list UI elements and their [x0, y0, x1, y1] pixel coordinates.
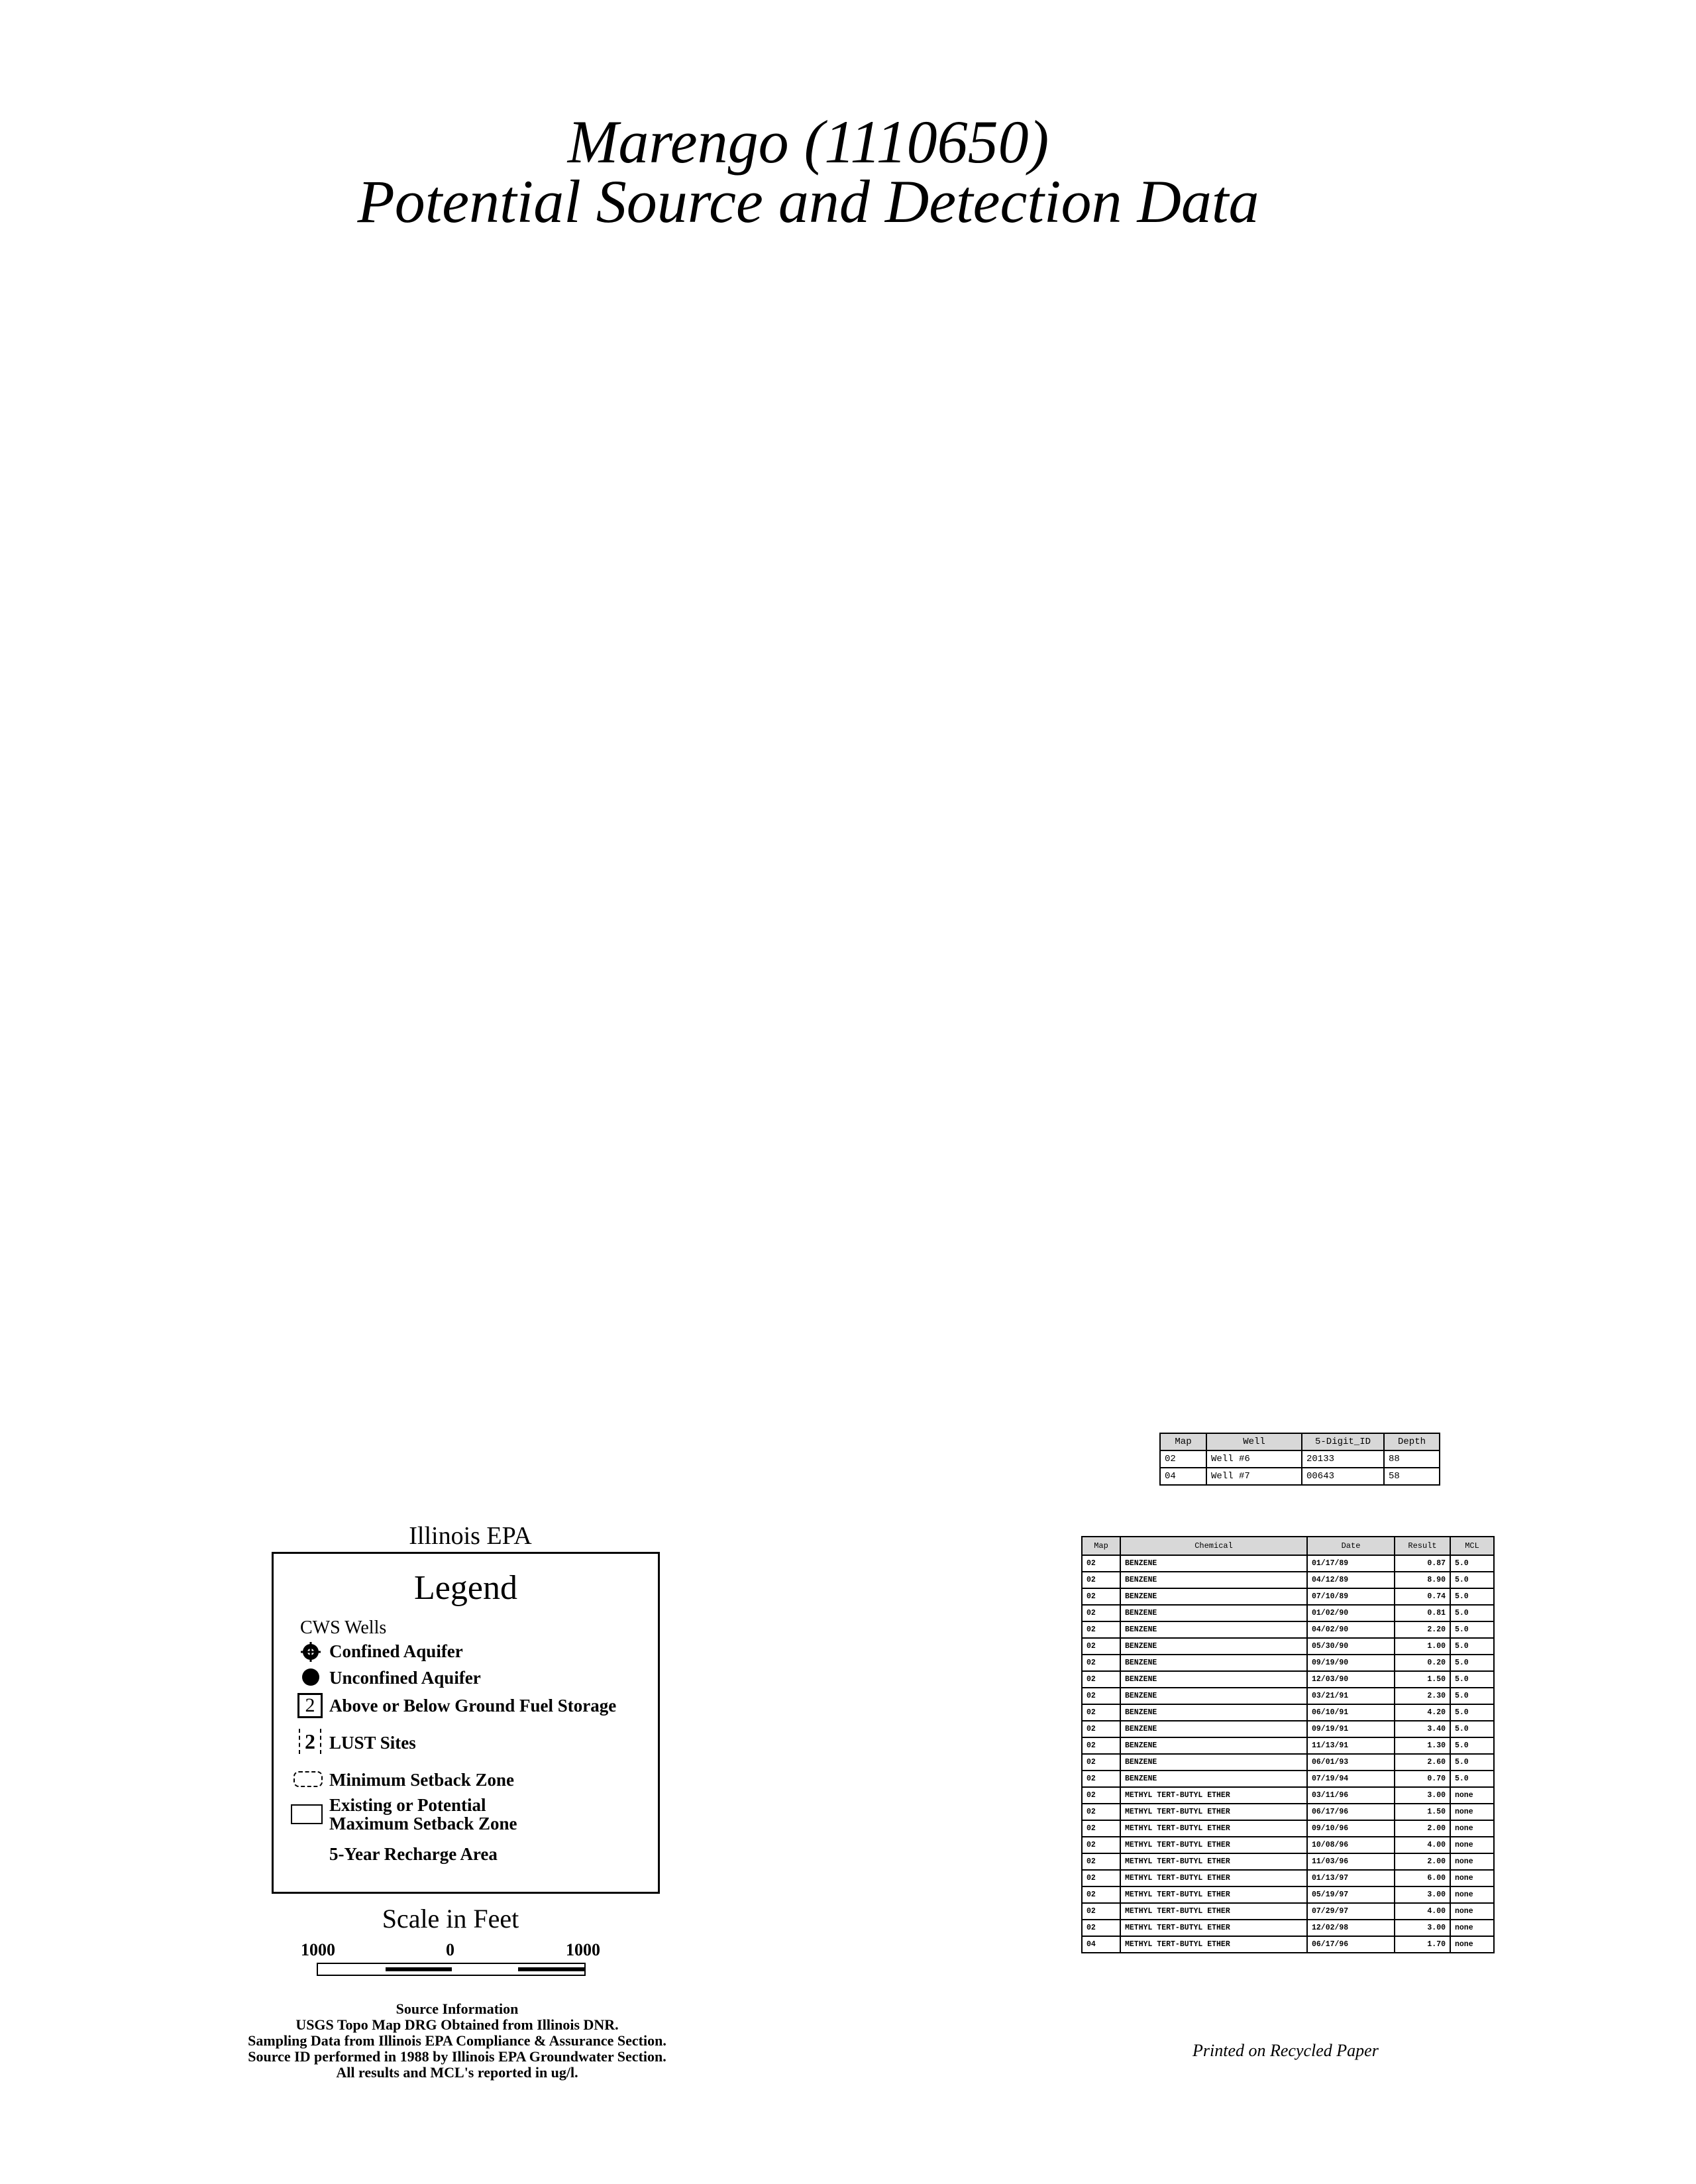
table-cell: 2.60: [1395, 1754, 1450, 1771]
table-row: [1082, 1704, 1494, 1721]
table-row: [1082, 1638, 1494, 1655]
table-row: [1082, 1920, 1494, 1936]
table-cell: 02: [1082, 1638, 1120, 1655]
table-row: [1082, 1754, 1494, 1771]
detections-table: [1081, 1536, 1495, 1953]
table-cell: 8.90: [1395, 1572, 1450, 1588]
table-cell: 2.20: [1395, 1621, 1450, 1638]
table-cell: 5.0: [1450, 1721, 1494, 1737]
table-cell: BENZENE: [1120, 1737, 1307, 1754]
source-line: All results and MCL's reported in ug/l.: [336, 2064, 578, 2081]
table-cell: 5.0: [1450, 1555, 1494, 1572]
table-cell: BENZENE: [1120, 1588, 1307, 1605]
table-row: [1082, 1721, 1494, 1737]
table-row: [1082, 1588, 1494, 1605]
table-cell: 1.30: [1395, 1737, 1450, 1754]
table-cell: none: [1450, 1903, 1494, 1920]
table-cell: 1.50: [1395, 1671, 1450, 1688]
table-cell: METHYL TERT-BUTYL ETHER: [1120, 1853, 1307, 1870]
table-cell: BENZENE: [1120, 1771, 1307, 1787]
table-cell: 02: [1082, 1837, 1120, 1853]
table-cell: METHYL TERT-BUTYL ETHER: [1120, 1787, 1307, 1804]
recycled-paper-note: Printed on Recycled Paper: [1192, 2041, 1379, 2060]
table-cell: 3.00: [1395, 1920, 1450, 1936]
table-cell: BENZENE: [1120, 1605, 1307, 1621]
table-row: [1082, 1605, 1494, 1621]
col-header: Well: [1206, 1433, 1302, 1450]
table-cell: 5.0: [1450, 1671, 1494, 1688]
table-cell: METHYL TERT-BUTYL ETHER: [1120, 1837, 1307, 1853]
table-cell: 04/02/90: [1307, 1621, 1395, 1638]
table-cell: 02: [1082, 1820, 1120, 1837]
table-cell: BENZENE: [1120, 1655, 1307, 1671]
table-row: [1082, 1671, 1494, 1688]
table-cell: METHYL TERT-BUTYL ETHER: [1120, 1920, 1307, 1936]
table-cell: METHYL TERT-BUTYL ETHER: [1120, 1886, 1307, 1903]
table-cell: 58: [1384, 1468, 1440, 1485]
unconfined-well-icon: [301, 1668, 320, 1686]
legend-section-label: CWS Wells: [300, 1617, 387, 1638]
table-row: [1082, 1688, 1494, 1704]
table-cell: 2.30: [1395, 1688, 1450, 1704]
legend-title: Legend: [414, 1569, 517, 1607]
table-cell: METHYL TERT-BUTYL ETHER: [1120, 1903, 1307, 1920]
table-cell: 2.00: [1395, 1820, 1450, 1837]
table-cell: 0.87: [1395, 1555, 1450, 1572]
table-cell: 06/01/93: [1307, 1754, 1395, 1771]
col-header: Result: [1395, 1537, 1450, 1555]
table-cell: 03/21/91: [1307, 1688, 1395, 1704]
col-header: MCL: [1450, 1537, 1494, 1555]
table-cell: METHYL TERT-BUTYL ETHER: [1120, 1804, 1307, 1820]
table-cell: 02: [1082, 1605, 1120, 1621]
legend-item-label: 5-Year Recharge Area: [329, 1844, 498, 1864]
table-cell: 02: [1082, 1621, 1120, 1638]
table-cell: 3.00: [1395, 1886, 1450, 1903]
table-cell: 5.0: [1450, 1572, 1494, 1588]
table-cell: 09/10/96: [1307, 1820, 1395, 1837]
table-cell: 02: [1082, 1737, 1120, 1754]
table-cell: BENZENE: [1120, 1621, 1307, 1638]
table-cell: 4.20: [1395, 1704, 1450, 1721]
col-header: Map: [1160, 1433, 1206, 1450]
scale-label-right: 1000: [566, 1940, 600, 1959]
scale-label-mid: 0: [446, 1940, 454, 1959]
table-cell: 5.0: [1450, 1688, 1494, 1704]
table-cell: none: [1450, 1804, 1494, 1820]
table-cell: 04: [1082, 1936, 1120, 1953]
table-cell: BENZENE: [1120, 1721, 1307, 1737]
fuel-storage-icon: 2: [297, 1693, 323, 1718]
table-row: [1082, 1886, 1494, 1903]
table-cell: 02: [1082, 1886, 1120, 1903]
source-line: Source ID performed in 1988 by Illinois EPA Groundwater Section.: [248, 2048, 666, 2065]
table-cell: 09/19/91: [1307, 1721, 1395, 1737]
table-cell: 02: [1082, 1572, 1120, 1588]
table-cell: 06/10/91: [1307, 1704, 1395, 1721]
table-cell: 4.00: [1395, 1903, 1450, 1920]
legend-item-label: Above or Below Ground Fuel Storage: [329, 1696, 617, 1716]
table-cell: 0.20: [1395, 1655, 1450, 1671]
table-cell: BENZENE: [1120, 1638, 1307, 1655]
page-title: Marengo (1110650): [567, 108, 1049, 176]
table-cell: 3.40: [1395, 1721, 1450, 1737]
table-cell: 02: [1082, 1754, 1120, 1771]
legend-item-label: LUST Sites: [329, 1733, 416, 1753]
confined-well-icon: [300, 1641, 321, 1663]
table-cell: BENZENE: [1120, 1671, 1307, 1688]
table-cell: METHYL TERT-BUTYL ETHER: [1120, 1936, 1307, 1953]
table-cell: 5.0: [1450, 1588, 1494, 1605]
table-cell: 02: [1082, 1804, 1120, 1820]
table-row: [1160, 1450, 1440, 1468]
table-cell: 0.70: [1395, 1771, 1450, 1787]
table-cell: 12/03/90: [1307, 1671, 1395, 1688]
legend-item-label: Confined Aquifer: [329, 1641, 463, 1661]
table-cell: 5.0: [1450, 1704, 1494, 1721]
table-cell: 02: [1082, 1588, 1120, 1605]
col-header: Depth: [1384, 1433, 1440, 1450]
table-cell: 02: [1082, 1721, 1120, 1737]
table-cell: 02: [1082, 1655, 1120, 1671]
table-cell: 5.0: [1450, 1638, 1494, 1655]
table-row: [1082, 1572, 1494, 1588]
source-heading: Source Information: [396, 2000, 519, 2017]
source-line: Sampling Data from Illinois EPA Compliance & Assurance Section.: [248, 2032, 666, 2049]
table-cell: 1.00: [1395, 1638, 1450, 1655]
table-cell: none: [1450, 1837, 1494, 1853]
col-header: Date: [1307, 1537, 1395, 1555]
table-row: [1082, 1936, 1494, 1953]
table-cell: 02: [1082, 1853, 1120, 1870]
legend-item-label: Existing or Potential: [329, 1795, 486, 1815]
table-cell: 5.0: [1450, 1655, 1494, 1671]
table-cell: none: [1450, 1787, 1494, 1804]
table-cell: 02: [1082, 1688, 1120, 1704]
table-cell: METHYL TERT-BUTYL ETHER: [1120, 1870, 1307, 1886]
table-cell: BENZENE: [1120, 1555, 1307, 1572]
table-cell: 6.00: [1395, 1870, 1450, 1886]
source-line: USGS Topo Map DRG Obtained from Illinois DNR.: [295, 2016, 619, 2033]
table-row: [1082, 1771, 1494, 1787]
table-cell: 06/17/96: [1307, 1804, 1395, 1820]
table-cell: 02: [1082, 1704, 1120, 1721]
table-cell: 0.74: [1395, 1588, 1450, 1605]
table-cell: 07/29/97: [1307, 1903, 1395, 1920]
table-cell: 1.50: [1395, 1804, 1450, 1820]
table-cell: BENZENE: [1120, 1572, 1307, 1588]
table-cell: 02: [1082, 1771, 1120, 1787]
table-cell: 02: [1082, 1870, 1120, 1886]
table-row: [1082, 1655, 1494, 1671]
scale-bar: [317, 1963, 586, 1976]
table-cell: 0.81: [1395, 1605, 1450, 1621]
table-row: [1082, 1804, 1494, 1820]
agency-label: Illinois EPA: [409, 1522, 532, 1550]
table-cell: none: [1450, 1870, 1494, 1886]
table-cell: 06/17/96: [1307, 1936, 1395, 1953]
table-cell: 02: [1160, 1450, 1206, 1468]
table-cell: 01/13/97: [1307, 1870, 1395, 1886]
table-cell: METHYL TERT-BUTYL ETHER: [1120, 1820, 1307, 1837]
minimum-setback-icon: [293, 1771, 323, 1787]
table-cell: BENZENE: [1120, 1754, 1307, 1771]
table-cell: Well #7: [1206, 1468, 1302, 1485]
lust-site-icon: 2: [299, 1729, 321, 1754]
table-cell: 01/17/89: [1307, 1555, 1395, 1572]
table-row: [1082, 1737, 1494, 1754]
table-cell: 5.0: [1450, 1754, 1494, 1771]
table-cell: 5.0: [1450, 1605, 1494, 1621]
table-row: [1082, 1853, 1494, 1870]
table-cell: 03/11/96: [1307, 1787, 1395, 1804]
legend-box: [272, 1552, 660, 1894]
table-row: [1082, 1870, 1494, 1886]
table-cell: 88: [1384, 1450, 1440, 1468]
table-cell: 07/10/89: [1307, 1588, 1395, 1605]
legend-item-label: Minimum Setback Zone: [329, 1770, 515, 1790]
table-cell: 1.70: [1395, 1936, 1450, 1953]
table-cell: 02: [1082, 1920, 1120, 1936]
col-header: 5-Digit_ID: [1302, 1433, 1384, 1450]
table-cell: 11/13/91: [1307, 1737, 1395, 1754]
scale-label-left: 1000: [301, 1940, 335, 1959]
table-cell: 5.0: [1450, 1771, 1494, 1787]
table-cell: 10/08/96: [1307, 1837, 1395, 1853]
table-cell: 02: [1082, 1555, 1120, 1572]
table-row: [1082, 1555, 1494, 1572]
table-cell: Well #6: [1206, 1450, 1302, 1468]
table-cell: 04: [1160, 1468, 1206, 1485]
scale-title: Scale in Feet: [382, 1904, 519, 1934]
table-cell: none: [1450, 1920, 1494, 1936]
table-cell: 01/02/90: [1307, 1605, 1395, 1621]
table-cell: 07/19/94: [1307, 1771, 1395, 1787]
table-cell: 11/03/96: [1307, 1853, 1395, 1870]
col-header: Map: [1082, 1537, 1120, 1555]
table-cell: 20133: [1302, 1450, 1384, 1468]
table-row: [1082, 1787, 1494, 1804]
table-row: [1082, 1621, 1494, 1638]
table-cell: none: [1450, 1886, 1494, 1903]
table-cell: 04/12/89: [1307, 1572, 1395, 1588]
table-cell: 00643: [1302, 1468, 1384, 1485]
wells-table: [1159, 1433, 1440, 1486]
table-cell: 02: [1082, 1787, 1120, 1804]
table-cell: BENZENE: [1120, 1704, 1307, 1721]
col-header: Chemical: [1120, 1537, 1307, 1555]
table-cell: 02: [1082, 1671, 1120, 1688]
table-cell: 05/30/90: [1307, 1638, 1395, 1655]
table-cell: 5.0: [1450, 1737, 1494, 1754]
table-cell: 4.00: [1395, 1837, 1450, 1853]
table-cell: 02: [1082, 1903, 1120, 1920]
table-cell: none: [1450, 1853, 1494, 1870]
table-row: [1082, 1903, 1494, 1920]
table-cell: 3.00: [1395, 1787, 1450, 1804]
legend-item-label: Unconfined Aquifer: [329, 1668, 481, 1688]
table-row: [1160, 1468, 1440, 1485]
table-cell: none: [1450, 1936, 1494, 1953]
table-cell: none: [1450, 1820, 1494, 1837]
table-cell: 5.0: [1450, 1621, 1494, 1638]
table-cell: BENZENE: [1120, 1688, 1307, 1704]
table-row: [1082, 1820, 1494, 1837]
page-subtitle: Potential Source and Detection Data: [357, 168, 1259, 235]
maximum-setback-icon: [291, 1804, 323, 1824]
table-row: [1082, 1837, 1494, 1853]
table-cell: 12/02/98: [1307, 1920, 1395, 1936]
table-cell: 05/19/97: [1307, 1886, 1395, 1903]
table-cell: 2.00: [1395, 1853, 1450, 1870]
table-cell: 09/19/90: [1307, 1655, 1395, 1671]
legend-item-label: Maximum Setback Zone: [329, 1814, 517, 1833]
